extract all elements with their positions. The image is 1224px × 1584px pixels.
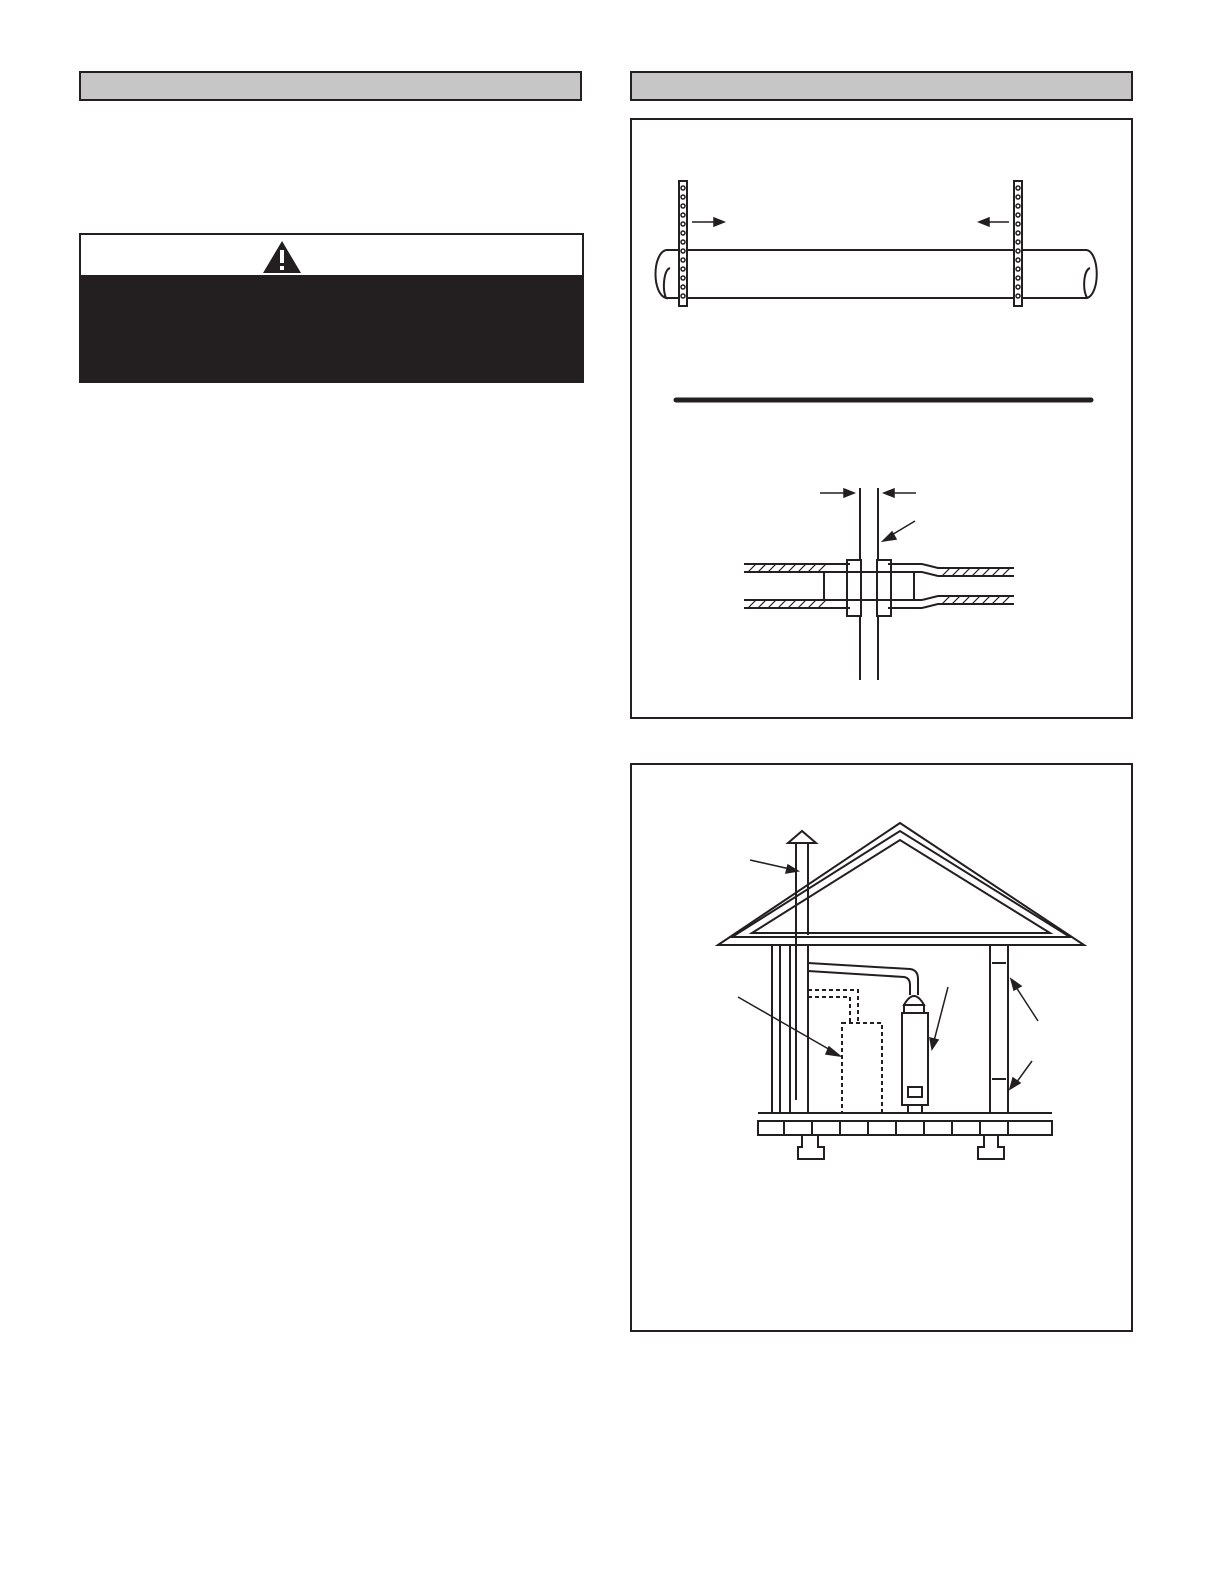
warning-triangle-icon [261,239,303,280]
house-roof [718,823,1084,945]
house-figure-panel [630,763,1133,1332]
pipe-hanger-strap-right-icon [1014,181,1022,306]
dashed-heater-outline [808,990,882,1113]
union-dimension-arrows [820,489,916,541]
left-pier [798,1135,824,1159]
water-heater-icon [902,996,928,1113]
strap-arrows [692,218,1009,226]
left-section-header [79,71,582,101]
house-arrows [738,860,1038,1089]
warning-body [81,275,582,295]
house-floor [758,1113,1052,1135]
right-section-header [630,71,1133,101]
pipe-hanger-strap-icon [679,181,687,306]
pipe-figure-panel [630,118,1133,719]
pipe-figure-drawing [632,120,1135,721]
union-hatching [748,564,1010,608]
warning-header [81,235,582,275]
union-fitting-drawing [744,488,1014,680]
right-pier [978,1135,1004,1159]
pipe-drawing [656,250,1097,298]
house-figure-drawing [632,765,1135,1334]
warning-box [79,233,584,383]
